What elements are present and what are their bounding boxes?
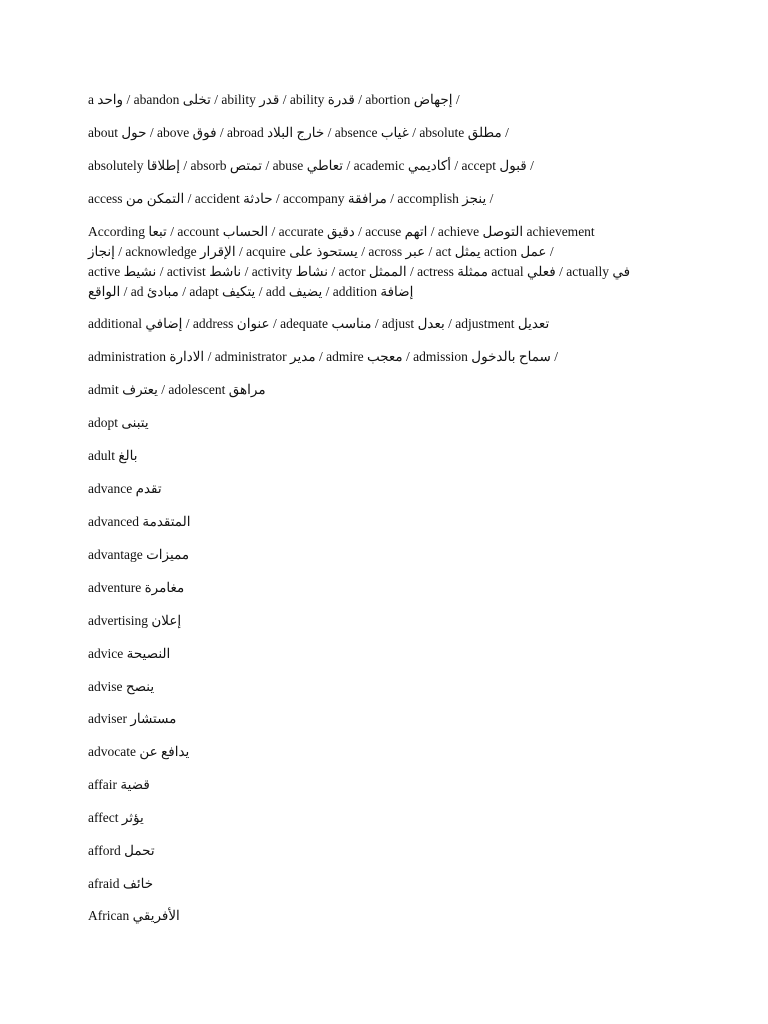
text-line: advertising إعلان bbox=[88, 613, 182, 628]
text-line: الواقع / ad مبادئ / adapt يتكيف / add يضيف / addition إضافة bbox=[88, 284, 414, 299]
text-line: afford تحمل bbox=[88, 843, 155, 858]
text-line: advise ينصح bbox=[88, 679, 155, 694]
text-line: adopt يتبنى bbox=[88, 415, 149, 430]
text-line: advance تقدم bbox=[88, 481, 162, 496]
text-line: advanced المتقدمة bbox=[88, 514, 191, 529]
text-line: adult بالغ bbox=[88, 448, 138, 463]
text-line: إنجاز / acknowledge الإقرار / acquire يستحوذ على / across عبر / act يمثل action عمل / bbox=[88, 244, 554, 259]
text-line: admit يعترف / adolescent مراهق bbox=[88, 382, 266, 397]
text-line: adviser مستشار bbox=[88, 711, 177, 726]
text-line: about حول / above فوق / abroad خارج البلاد / absence غياب / absolute مطلق / bbox=[88, 125, 509, 140]
text-line: adventure مغامرة bbox=[88, 580, 185, 595]
text-line: active نشيط / activist ناشط / activity نشاط / actor الممثل / actress ممثلة actual فعلي / actually في bbox=[88, 264, 631, 279]
text-line: access التمكن من / accident حادثة / accompany مرافقة / accomplish ينجز / bbox=[88, 191, 494, 206]
text-line: afraid خائف bbox=[88, 876, 154, 891]
text-line: absolutely إطلاقا / absorb تمتص / abuse تعاطي / academic أكاديمي / accept قبول / bbox=[88, 158, 534, 173]
text-line: According تبعا / account الحساب / accurate دقيق / accuse اتهم / achieve التوصل achievement bbox=[88, 224, 595, 239]
text-line: advocate يدافع عن bbox=[88, 744, 190, 759]
text-line: advice النصيحة bbox=[88, 646, 171, 661]
text-line: advantage مميزات bbox=[88, 547, 190, 562]
text-line: African الأفريقي bbox=[88, 908, 180, 923]
text-line: affect يؤثر bbox=[88, 810, 144, 825]
text-line: additional إضافي / address عنوان / adequate مناسب / adjust بعدل / adjustment تعديل bbox=[88, 316, 550, 331]
text-line: a واحد / abandon تخلى / ability قدر / ability قدرة / abortion إجهاض / bbox=[88, 92, 460, 107]
text-line: affair قضية bbox=[88, 777, 150, 792]
text-line: administration الادارة / administrator مدير / admire معجب / admission سماح بالدخول / bbox=[88, 349, 558, 364]
